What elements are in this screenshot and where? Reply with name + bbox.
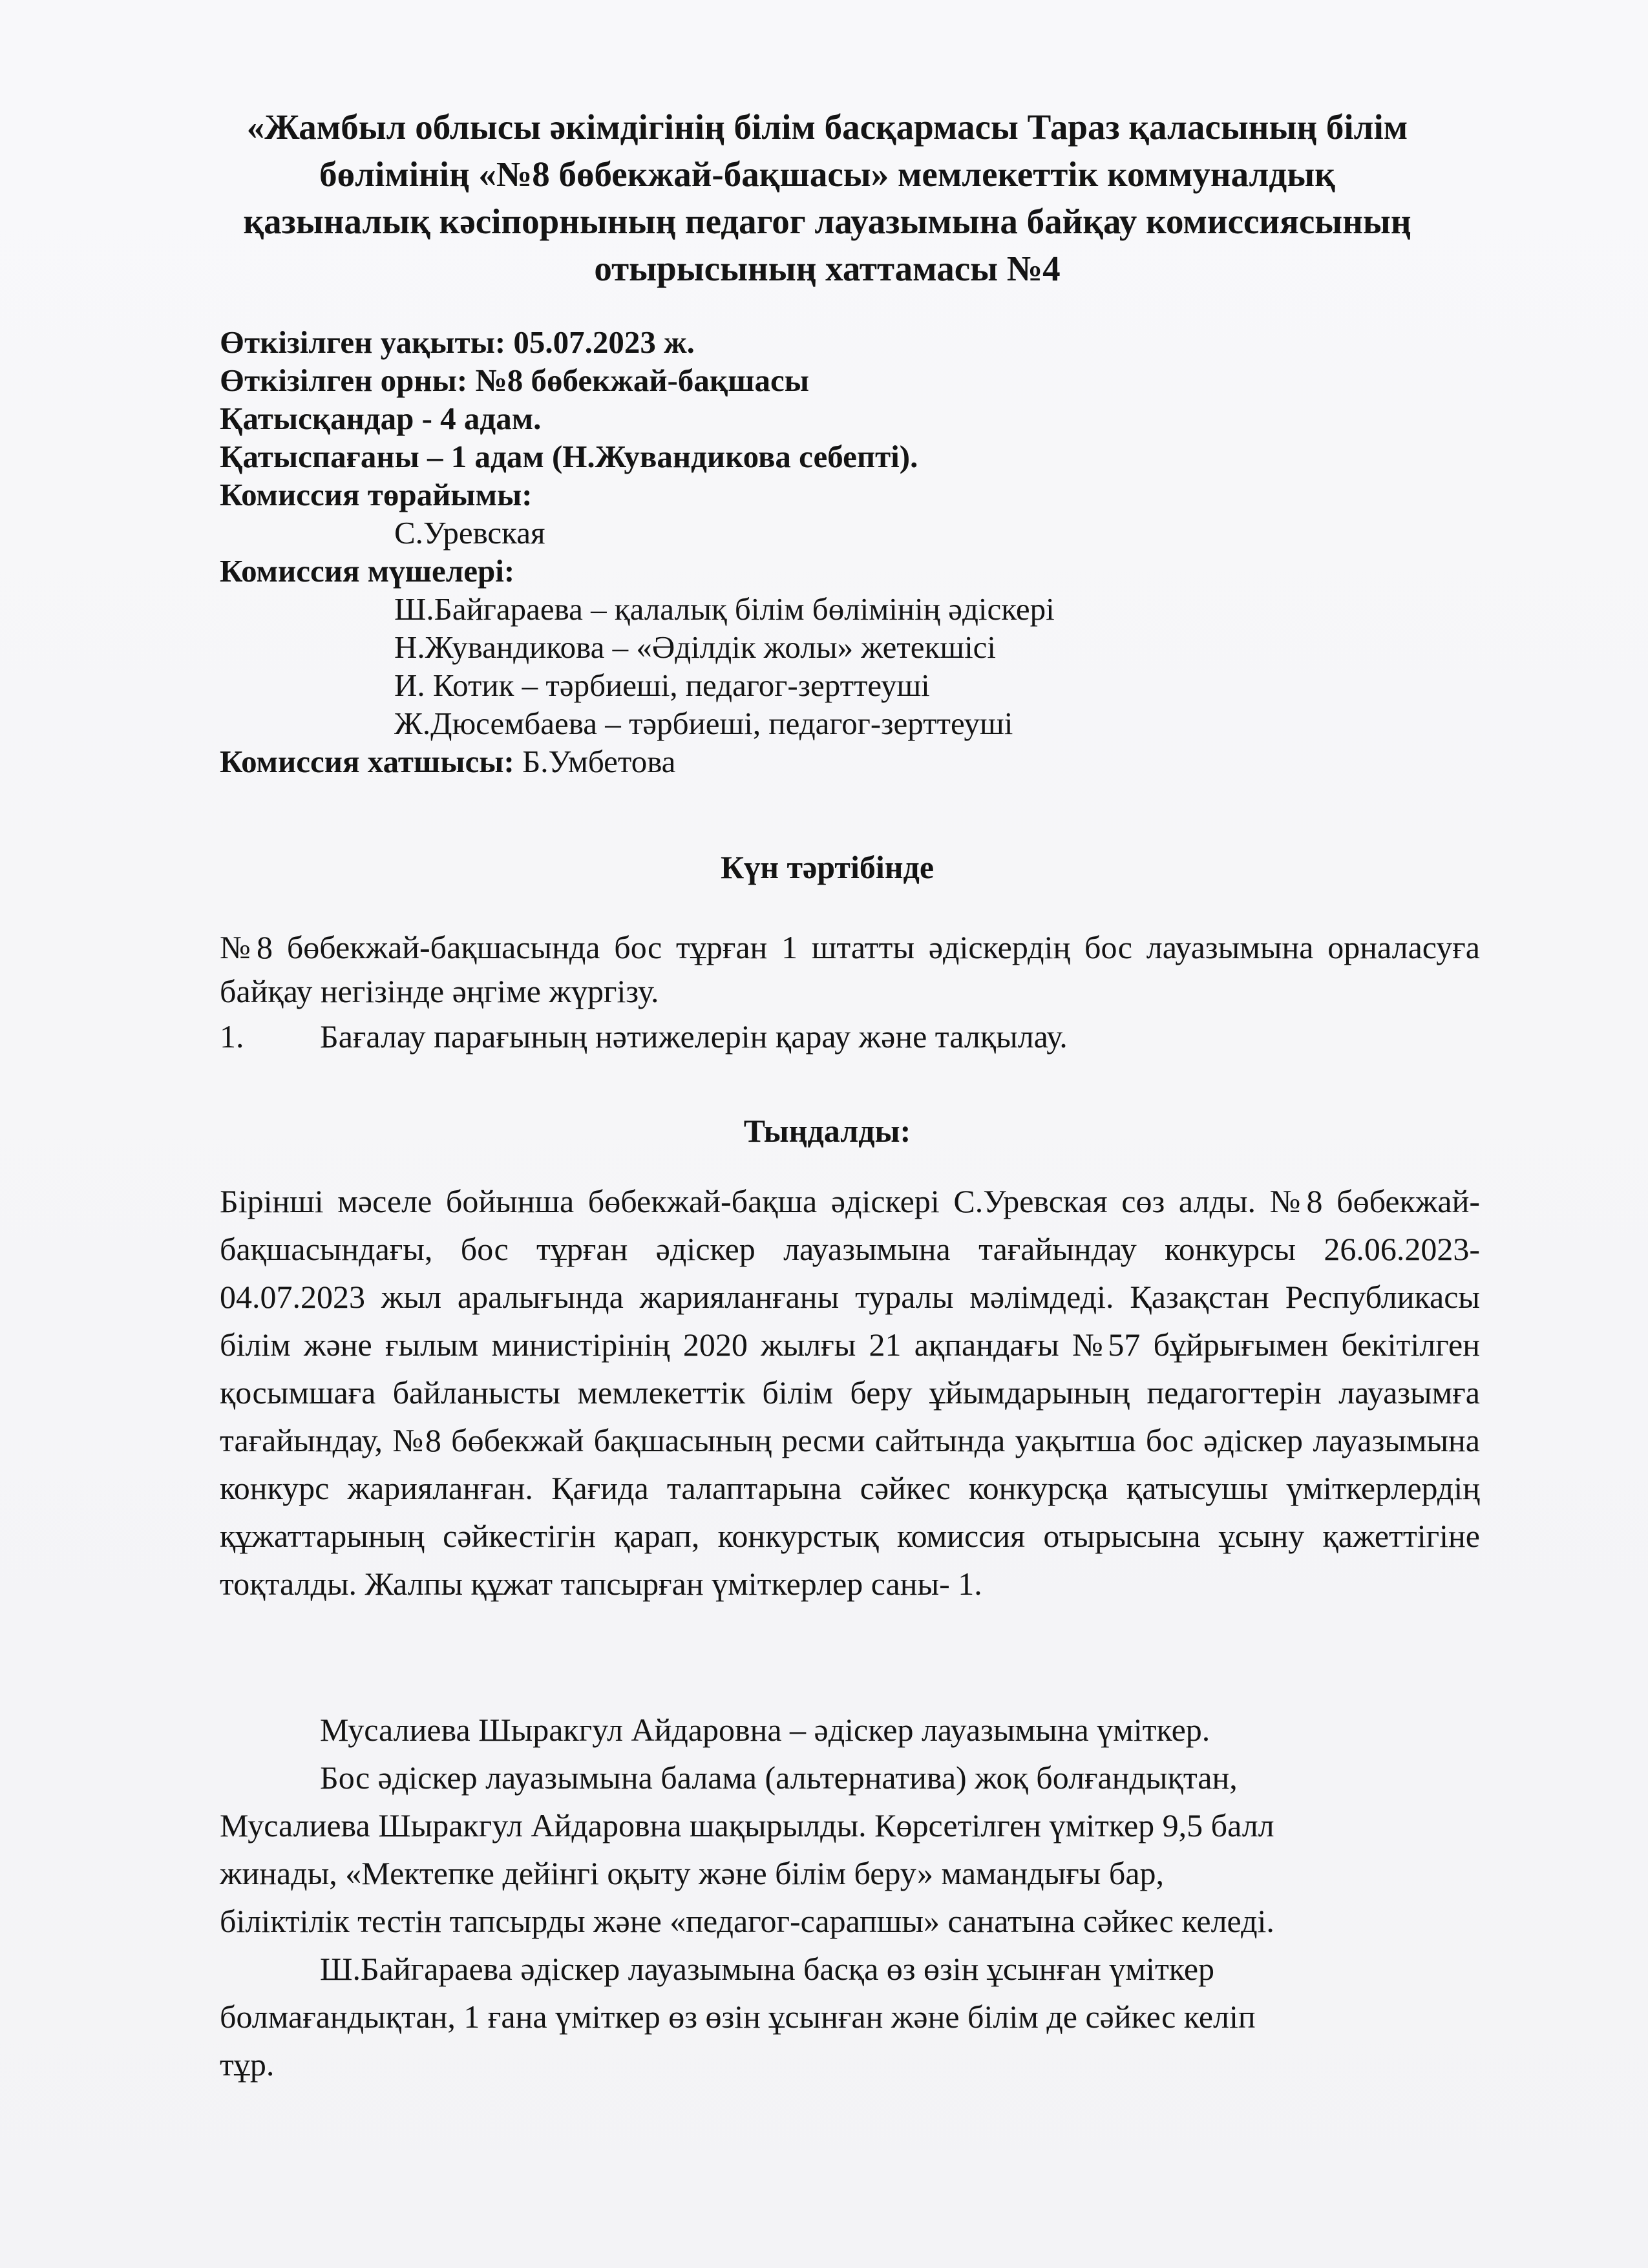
agenda-item bbox=[220, 1014, 1068, 1058]
chair-name: С.Уревская bbox=[394, 515, 545, 551]
title-line: қазыналық кәсіпорнының педагог лауазымына байқау комиссиясының bbox=[243, 202, 1411, 241]
title-line: бөлімінің «№8 бөбекжай-бақшасы» мемлекеттік коммуналдық bbox=[319, 154, 1335, 194]
agenda-item-text: Бағалау парағының нәтижелерін қарау және талқылау. bbox=[320, 1018, 1068, 1055]
attendance-count: Қатысқандар - 4 адам. bbox=[220, 401, 542, 436]
agenda-item-number: 1. bbox=[220, 1018, 244, 1055]
agenda-heading: Күн тәртібінде bbox=[720, 849, 935, 885]
title-line: «Жамбыл облысы әкімдігінің білім басқармасы Тараз қаласының білім bbox=[246, 107, 1408, 147]
body-paragraph: Бірінші мәселе бойынша бөбекжай-бақша әдіскері С.Уревская сөз алды. №8 бөбекжай-бақшасындағы, бос тұрған әдіскер лауазымына тағайындау конкурсы 26.06.2023-04.07.2023 жыл аралығында жарияланғаны туралы мәлімдеді. Қазақстан Республикасы білім және ғылым министірінің 2020 жылғы 21 ақпандағы №57 бұйрығымен бекітілген қосымшаға байланысты мемлекеттік білім беру ұйымдарының педагогтерін лауазымға тағайындау, №8 бөбекжай бақшасының ресми сайтында уақытша бос әдіскер лауазымына конкурс жарияланған. Қағида талаптарына сәйкес конкурсқа қатысушы үміткерлердің құжаттарының сәйкестігін қарап, конкурстық комиссия отырысына ұсыну қажеттігіне тоқталды. Жалпы құжат тапсырған үміткерлер саны- 1. bbox=[220, 1183, 1480, 1602]
members-label: Комиссия мүшелері: bbox=[220, 553, 515, 589]
secretary-label: Комиссия хатшысы: bbox=[220, 744, 514, 779]
agenda-text: №8 бөбекжай-бақшасында бос тұрған 1 штатты әдіскердің бос лауазымына орналасуға байқау негізінде әңгіме жүргізу. bbox=[220, 929, 1480, 1009]
invited-line: жинады, «Мектепке дейінгі оқыту және білім беру» мамандығы бар, bbox=[220, 1855, 1165, 1891]
member-item: Ш.Байгараева – қалалық білім бөлімінің әдіскері bbox=[394, 591, 1055, 627]
heard-heading: Тыңдалды: bbox=[743, 1113, 911, 1149]
closing-paragraph bbox=[220, 1945, 1480, 2088]
closing-line: болмағандықтан, 1 ғана үміткер өз өзін ұсынған және білім де сәйкес келіп bbox=[220, 1999, 1256, 2035]
meeting-details bbox=[220, 323, 1448, 781]
invited-line: біліктілік тестін тапсырды және «педагог-сарапшы» санатына сәйкес келеді. bbox=[220, 1903, 1274, 1939]
meeting-date: Өткізілген уақыты: 05.07.2023 ж. bbox=[220, 324, 695, 360]
absence-note: Қатыспағаны – 1 адам (Н.Жувандикова себепті). bbox=[220, 439, 918, 474]
closing-line: тұр. bbox=[220, 2046, 275, 2083]
member-item: Ж.Дюсембаева – тәрбиеші, педагог-зерттеуші bbox=[394, 706, 1013, 741]
invited-line: Бос әдіскер лауазымына балама (альтернатива) жоқ болғандықтан, bbox=[320, 1759, 1238, 1796]
member-item: Н.Жувандикова – «Әділдік жолы» жетекшісі bbox=[394, 629, 997, 665]
candidate-line: Мусалиева Шыракгул Айдаровна – әдіскер лауазымына үміткер. bbox=[320, 1712, 1210, 1748]
meeting-place: Өткізілген орны: №8 бөбекжай-бақшасы bbox=[220, 362, 809, 398]
secretary-line bbox=[220, 742, 1448, 781]
chair-label: Комиссия төрайымы: bbox=[220, 477, 533, 512]
member-item: И. Котик – тәрбиеші, педагог-зерттеуші bbox=[394, 667, 930, 703]
closing-line: Ш.Байгараева әдіскер лауазымына басқа өз өзін ұсынған үміткер bbox=[320, 1951, 1215, 1987]
document-title bbox=[194, 103, 1461, 292]
title-line: отырысының хаттамасы №4 bbox=[594, 249, 1061, 288]
secretary-name: Б.Умбетова bbox=[514, 744, 676, 779]
invited-line: Мусалиева Шыракгул Айдаровна шақырылды. Көрсетілген үміткер 9,5 балл bbox=[220, 1807, 1274, 1843]
invited-paragraph bbox=[220, 1754, 1480, 1945]
closing-section bbox=[220, 1706, 1480, 2088]
